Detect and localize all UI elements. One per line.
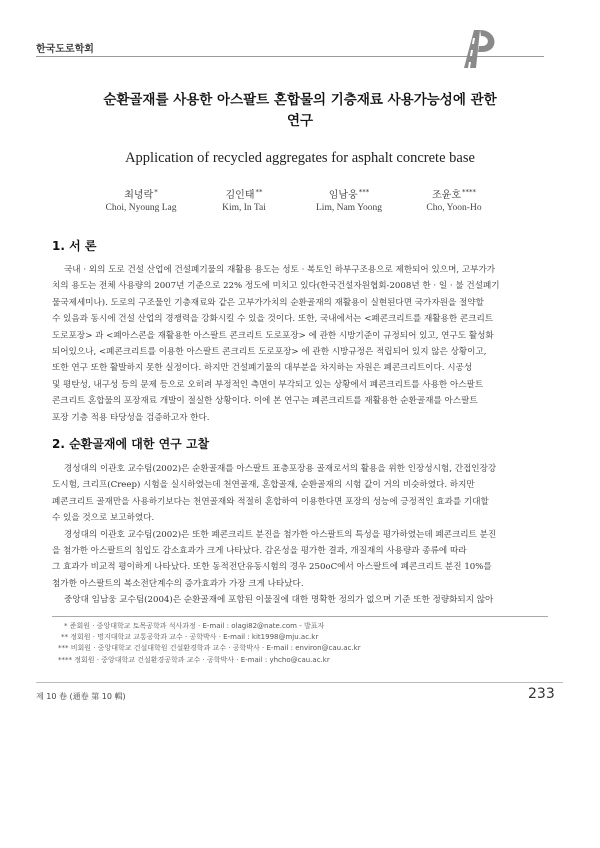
footnote-divider [52, 616, 548, 617]
author [289, 186, 409, 213]
paper-title-korean [50, 90, 550, 132]
author [184, 186, 304, 213]
section-heading-introduction: 1. 서 론 [52, 239, 97, 253]
author-mark: *** [358, 188, 370, 196]
author-mark: ** [255, 188, 263, 196]
text-line: 국내 · 외의 도로 건설 산업에 건설폐기물의 재활용 용도는 성토 · 복토인 하부구조용으로 제한되어 있으며, 고부가가 [64, 265, 496, 275]
author-name-english: Choi, Nyoung Lag [105, 203, 177, 213]
author [81, 186, 201, 213]
footnote: *** 비회원 · 중앙대학교 건설대학원 건설환경학과 교수 · 공학박사 · E-mail : environ@cau.ac.kr [58, 644, 361, 653]
society-logo-icon [454, 24, 502, 72]
author-name-korean: 김인태 [225, 190, 255, 201]
text-line: 도로포장> 과 <폐아스콘을 재활용한 아스팔트 콘크리트 도로포장> 에 관한 시방기준이 규정되어 있고, 연구도 활성화 [52, 330, 494, 341]
paper-title-english: Application of recycled aggregates for asphalt concrete base [125, 150, 475, 166]
text-line: 중앙대 임남웅 교수팀(2004)은 순환골재에 포함된 이물질에 대한 명확한 정의가 없으며 기준 또한 정량화되지 않아 [64, 595, 494, 606]
author-mark: * [154, 188, 158, 196]
paragraph [52, 461, 548, 609]
footnote: ** 정회원 · 명지대학교 교통공학과 교수 · 공학박사 · E-mail : kit1998@mju.ac.kr [61, 633, 319, 642]
text-line: 도시험, 크리프(Creep) 시험을 실시하였는데 천연골재, 혼합골재, 순환골재의 시험 값이 거의 비슷하였다. 하지만 [52, 480, 475, 491]
title-line: 연구 [286, 113, 314, 129]
text-line: 및 평탄성, 내구성 등의 문제 등으로 오히려 부정적인 측면이 부각되고 있는 상황에서 폐콘크리트를 사용한 아스팔트 [52, 379, 484, 390]
footnote: **** 정회원 · 중앙대학교 건설환경공학과 교수 · 공학박사 · E-mail : yhcho@cau.ac.kr [58, 655, 330, 664]
text-line: 또한 연구 또한 활발하지 못한 실정이다. 하지만 건설폐기물의 대부분을 차지하는 자원은 폐콘크리트이다. 시공성 [52, 363, 473, 374]
footnote: * 준회원 · 중앙대학교 토목공학과 석사과정 · E-mail : olagi82@nate.com - 발표자 [64, 622, 325, 630]
text-line: 첨가한 아스팔트의 복소전단계수의 증가효과가 가장 크게 나타났다. [52, 578, 304, 589]
author-mark: **** [461, 188, 476, 196]
author-name-english: Kim, In Tai [222, 203, 266, 213]
text-line: 포장 기층 적용 타당성을 검증하고자 한다. [52, 412, 210, 423]
text-line: 물국제세미나). 도로의 구조물인 기층재료와 같은 고부가가치의 순환골재의 재활용이 실현된다면 국가자원을 절약할 [52, 297, 484, 308]
text-line: 을 첨가한 아스팔트의 침입도 감소효과가 크게 나타났다. 감온성을 평가한 결과, 개질재의 사용량과 종류에 따라 [52, 546, 467, 557]
page-number: 233 [528, 686, 555, 702]
text-line: 치의 용도는 전체 사용량의 2007년 기준으로 22% 정도에 미치고 있다(한국건설자원협회-2008년 한 · 일 · 불 건설폐기 [52, 281, 500, 292]
text-line: 경성대의 이관호 교수팀(2002)은 순환골재를 아스팔트 표층포장용 골재로서의 활용을 위한 인장성시험, 간접인장강 [64, 464, 497, 474]
title-line: 순환골재를 사용한 아스팔트 혼합물의 기층재료 사용가능성에 관한 [103, 92, 497, 108]
paragraph [52, 262, 548, 426]
author-name-korean: 임남웅 [328, 190, 358, 201]
author-name-english: Cho, Yoon-Ho [426, 203, 482, 213]
section-heading-literature-review: 2. 순환골재에 대한 연구 고찰 [52, 437, 210, 451]
volume-info: 제 10 卷 (通卷 第 10 輯) [36, 692, 126, 701]
text-line: 수 있음과 동시에 건설 산업의 경쟁력을 강화시킬 수 있을 것이다. 또한, 국내에서는 <폐콘크리트를 재활용한 콘크리트 [52, 314, 494, 325]
footnotes [58, 621, 548, 666]
text-line: 경성대의 이관호 교수팀(2002)은 또한 폐콘크리트 분진을 첨가한 아스팔트의 특성을 평가하였는데 폐콘크리트 분진 [64, 529, 497, 540]
author-name-korean: 최녕락 [124, 190, 154, 201]
text-line: 콘크리트 혼합물의 포장재료 개발이 절실한 상황이다. 이에 본 연구는 폐콘크리트를 재활용한 순환골재를 아스팔트 [52, 396, 478, 407]
author-name-korean: 조윤호 [432, 190, 461, 201]
society-name: 한국도로학회 [36, 44, 94, 55]
author-name-english: Lim, Nam Yoong [316, 203, 382, 213]
text-line: 되어있으나, <폐콘크리트를 이용한 아스팔트 콘크리트 도로포장> 에 관한 시방규정은 적립되어 있지 않은 상황이고, [52, 347, 487, 358]
text-line: 수 있을 것으로 보고하였다. [52, 513, 155, 524]
author [394, 186, 514, 213]
text-line: 폐콘크리트 골재만을 사용하기보다는 천연골재와 적절히 혼합하여 이용한다면 포장의 성능에 긍정적인 효과를 기대할 [52, 496, 489, 507]
footer-divider [36, 682, 563, 683]
text-line: 그 효과가 비교적 평이하게 나타났다. 또한 동적전단유동시험의 경우 250oC에서 아스팔트에 폐콘크리트 분진 10%를 [52, 562, 492, 573]
